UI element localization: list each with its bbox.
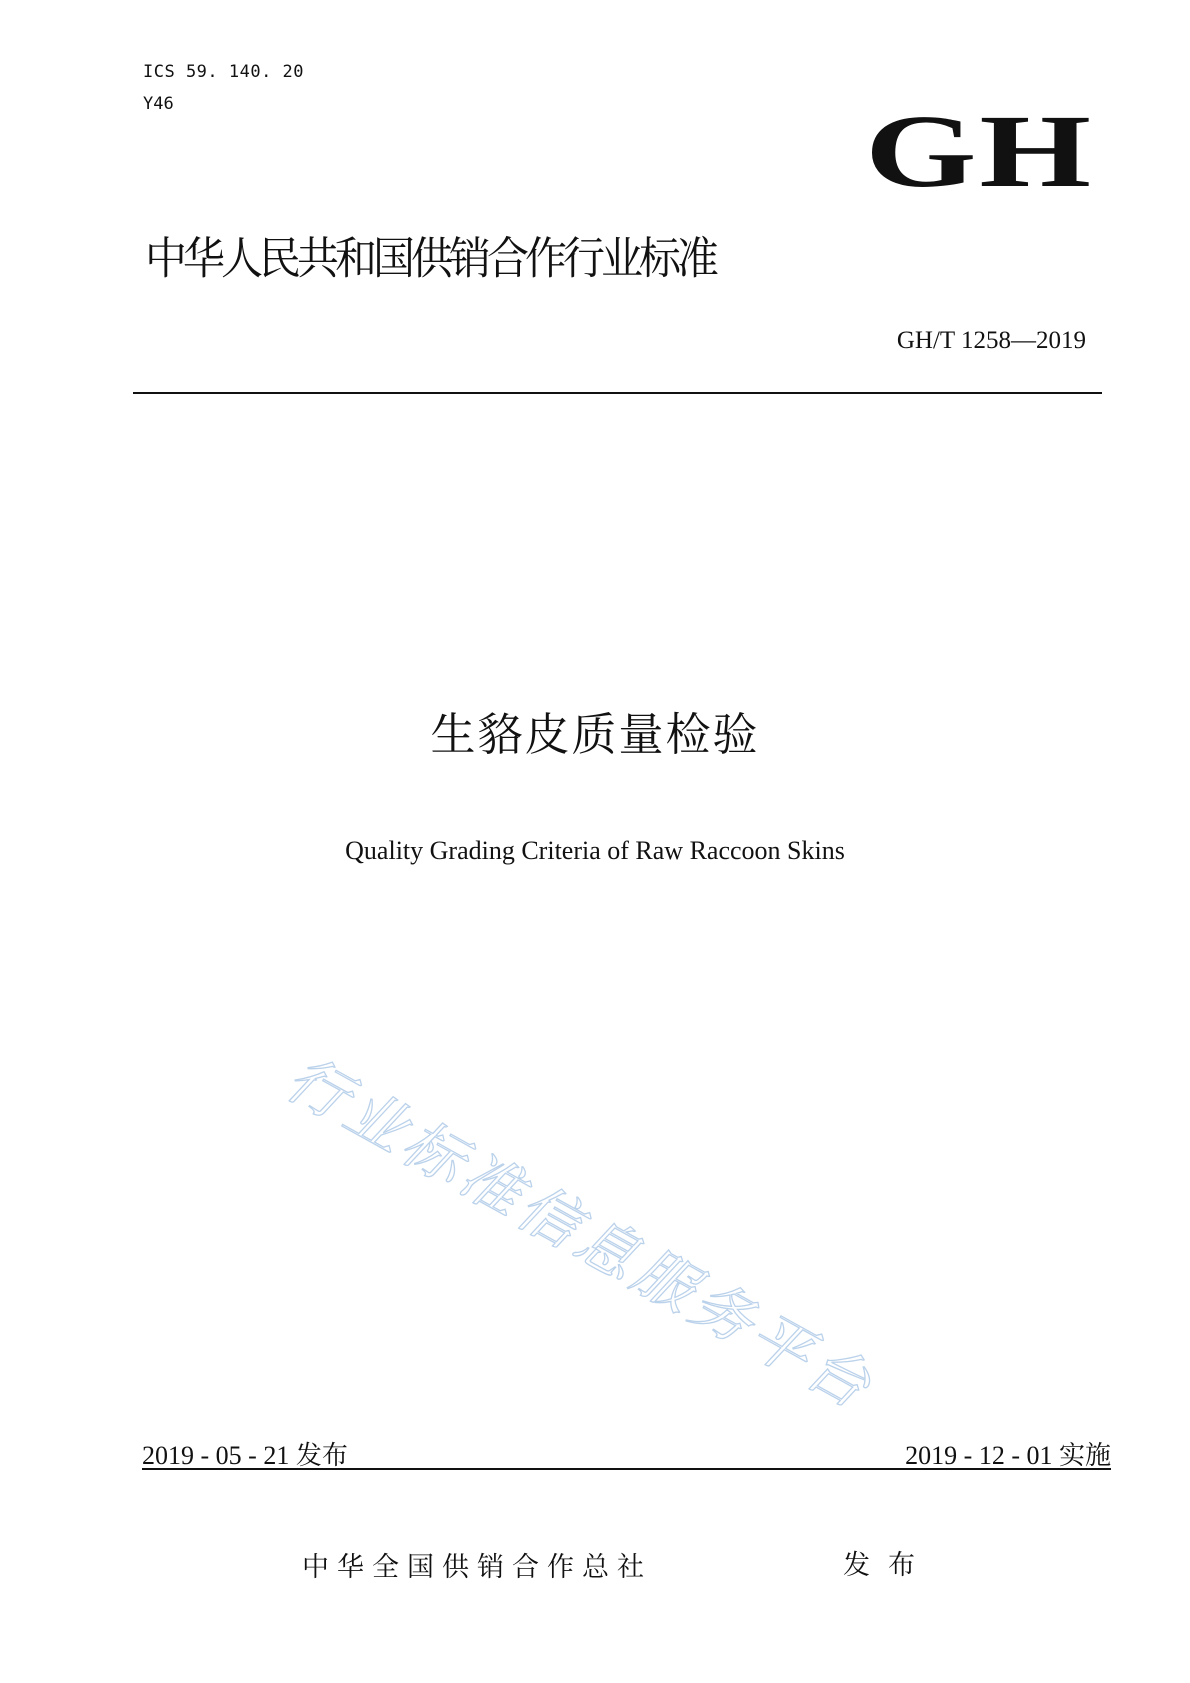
implementation-date: 2019 - 12 - 01 实施: [905, 1441, 1111, 1470]
gh-logo: GH: [864, 94, 1094, 209]
issuer-action: 发布: [843, 1550, 933, 1581]
document-title-english: Quality Grading Criteria of Raw Raccoon Skins: [345, 836, 845, 865]
header-divider: [133, 392, 1102, 394]
issue-date: 2019 - 05 - 21 发布: [142, 1441, 348, 1470]
standard-type-heading: 中华人民共和国供销合作行业标准: [145, 232, 716, 284]
ics-code: ICS 59. 140. 20: [143, 62, 305, 82]
dates-divider: [142, 1468, 1111, 1470]
document-title-chinese: 生貉皮质量检验: [430, 708, 760, 761]
issuer-name: 中华全国供销合作总社: [302, 1552, 652, 1583]
standard-number: GH/T 1258—2019: [896, 327, 1086, 354]
classification-code: Y46: [143, 94, 174, 114]
watermark: 行业标准信息服务平台: [274, 1043, 886, 1425]
